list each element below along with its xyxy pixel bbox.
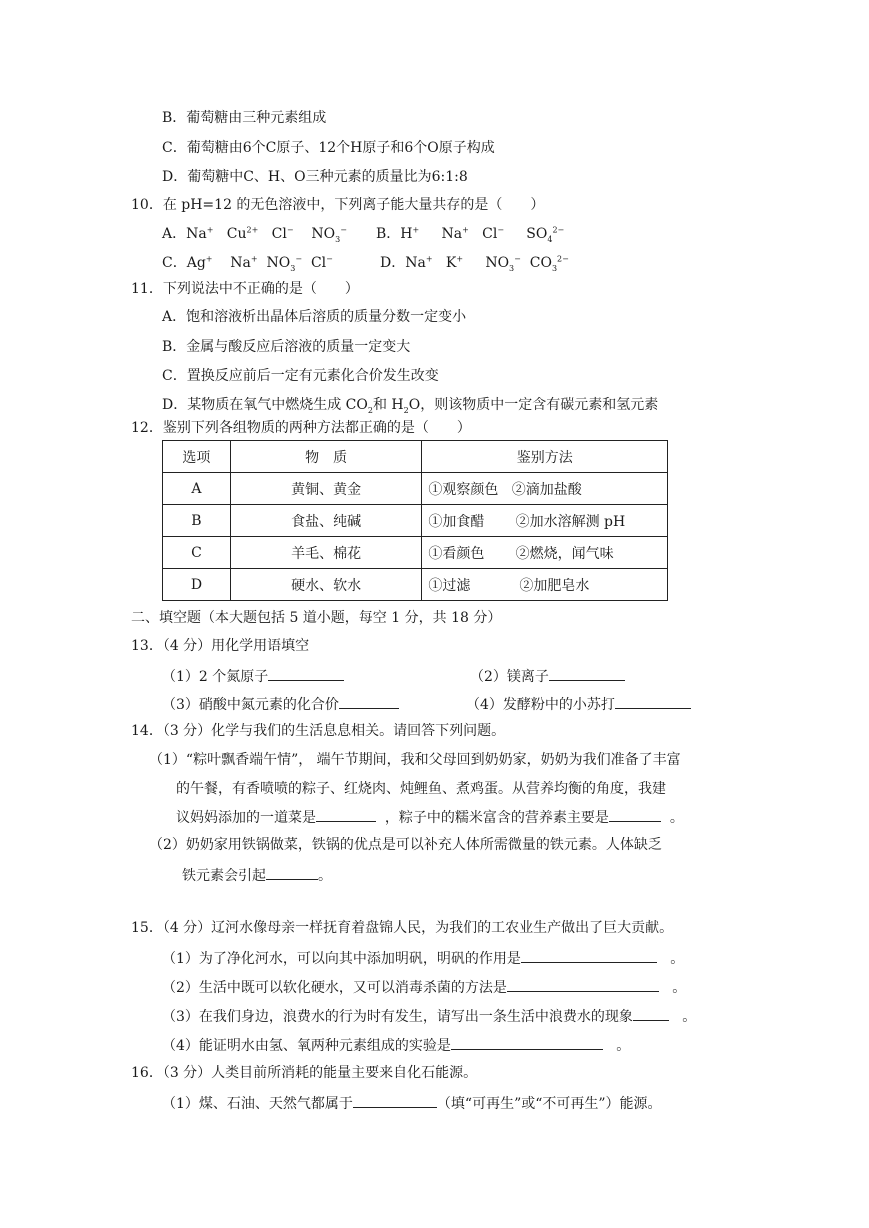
- q15-p3-text: （3）在我们身边，浪费水的行为时有发生，请写出一条生活中浪费水的现象: [162, 1009, 633, 1025]
- q16-p1-text-b: （填“可再生”或“不可再生”）能源。: [436, 1096, 662, 1112]
- method-2: ②加水溶解测 pH: [515, 513, 626, 530]
- q13-p3-blank[interactable]: [339, 693, 399, 709]
- q13-p4-blank[interactable]: [615, 693, 691, 709]
- q13-part4: [466, 693, 691, 715]
- row-substance: 硬水、软水: [230, 569, 422, 601]
- q13-part3: [162, 693, 399, 715]
- q9-option-c: C．葡萄糖由6个C原子、12个H原子和6个O原子构成: [162, 140, 495, 156]
- q13-p1-text: （1）2 个氮原子: [162, 669, 269, 685]
- q15-p3-end: 。: [682, 1009, 697, 1025]
- row-option: A: [163, 473, 231, 505]
- header-option: 选项: [163, 441, 231, 473]
- q10-option-b: [376, 224, 564, 244]
- q10-stem: 10．在 pH=12 的无色溶液中，下列离子能大量共存的是（ ）: [131, 197, 545, 213]
- method-1: ①加食醋: [428, 513, 485, 530]
- q15-p4-blank[interactable]: [451, 1034, 603, 1050]
- row-substance: 食盐、纯碱: [230, 505, 422, 537]
- row-method: [422, 537, 668, 569]
- row-option: D: [163, 569, 231, 601]
- q15-p2-end: 。: [672, 980, 687, 996]
- q13-p1-blank[interactable]: [268, 665, 344, 681]
- method-2: ②燃烧，闻气味: [515, 545, 614, 562]
- q10-c-label: C．: [162, 255, 187, 271]
- q14-p1-text-c: 。: [669, 810, 684, 826]
- method-2: ②滴加盐酸: [511, 481, 582, 498]
- q11-d-part2: 和 H: [372, 397, 404, 413]
- row-option: B: [163, 505, 231, 537]
- method-1: ①过滤: [428, 577, 471, 594]
- q12-table: [162, 440, 668, 601]
- q11-option-b: B．金属与酸反应后溶液的质量一定变大: [162, 339, 411, 355]
- q15-p4-text: （4）能证明水由氢、氧两种元素组成的实验是: [162, 1038, 451, 1054]
- q10-option-d: [380, 253, 569, 273]
- q15-p1-text: （1）为了净化河水，可以向其中添加明矾，明矾的作用是: [162, 951, 521, 967]
- row-option: C: [163, 537, 231, 569]
- q15-stem: 15．（4 分）辽河水像母亲一样抚育着盘锦人民，为我们的工农业生产做出了巨大贡献。: [131, 920, 674, 936]
- q16-p1-blank[interactable]: [353, 1092, 437, 1108]
- q11-option-c: C．置换反应前后一定有元素化合价发生改变: [162, 368, 439, 384]
- q14-iron-blank[interactable]: [266, 864, 318, 880]
- q13-p2-blank[interactable]: [549, 665, 625, 681]
- q13-p4-text: （4）发酵粉中的小苏打: [466, 697, 615, 713]
- q15-p2-blank[interactable]: [507, 976, 659, 992]
- q10-b-ions: H+ Na+ Cl− $SO_4^{2-}$: [400, 225, 565, 244]
- q10-option-c: [162, 253, 333, 273]
- q10-d-ions: Na+ K+ $NO_3^-$ $CO_3^{2-}$: [405, 254, 569, 273]
- q14-dish-blank[interactable]: [316, 806, 376, 822]
- q13-p3-text: （3）硝酸中氮元素的化合价: [162, 697, 339, 713]
- header-method: 鉴别方法: [422, 441, 668, 473]
- q10-a-ions: Na+ $Cu^{2+}$ Cl− $NO_3^-$: [186, 225, 347, 244]
- header-substance: 物 质: [230, 441, 422, 473]
- q15-p1-blank[interactable]: [521, 947, 657, 963]
- row-substance: 羊毛、棉花: [230, 537, 422, 569]
- table-row: [163, 473, 668, 505]
- q15-p3-blank[interactable]: [633, 1005, 669, 1021]
- q10-c-ions: Ag+ Na+ $NO_3^-$ Cl−: [186, 254, 333, 273]
- q14-p1-line3: [176, 806, 684, 828]
- q11-stem: 11．下列说法中不正确的是（ ）: [131, 281, 359, 297]
- q14-stem: 14．（3 分）化学与我们的生活息息相关。请回答下列问题。: [131, 723, 506, 739]
- q14-nutrient-blank[interactable]: [609, 806, 661, 822]
- q14-p1-text-b: ，粽子中的糯米富含的营养素主要是: [384, 810, 609, 826]
- table-row: [163, 569, 668, 601]
- table-header-row: [163, 441, 668, 473]
- q10-b-label: B．: [376, 226, 401, 242]
- q10-a-label: A．: [162, 226, 187, 242]
- method-1: ①看颜色: [428, 545, 485, 562]
- q13-part1: [162, 665, 344, 687]
- q13-stem: 13．（4 分）用化学用语填空: [131, 638, 310, 654]
- row-method: [422, 505, 668, 537]
- q11-d-part1: D．某物质在氧气中燃烧生成 CO: [162, 397, 368, 413]
- q14-p1-line1: （1）“粽叶飘香端午情”， 端午节期间，我和父母回到奶奶家，奶奶为我们准备了丰富: [149, 752, 681, 768]
- q16-stem: 16．（3 分）人类目前所消耗的能量主要来自化石能源。: [131, 1065, 478, 1081]
- q14-p2-text-b: 。: [318, 868, 332, 884]
- q10-option-a: [162, 224, 347, 244]
- q11-d-part3: O，则该物质中一定含有碳元素和氢元素: [408, 397, 659, 413]
- q11-option-d: D．某物质在氧气中燃烧生成 $CO_2$和 $H_2O$，则该物质中一定含有碳元素和氢元素: [162, 397, 659, 415]
- q15-part3: [162, 1005, 696, 1027]
- q13-p2-text: （2）镁离子: [470, 669, 549, 685]
- q14-p2-line2: [182, 864, 332, 886]
- q15-p2-text: （2）生活中既可以软化硬水，又可以消毒杀菌的方法是: [162, 980, 507, 996]
- q15-p4-end: 。: [616, 1038, 631, 1054]
- q15-part2: [162, 976, 686, 998]
- q11-option-a: A．饱和溶液析出晶体后溶质的质量分数一定变小: [162, 309, 467, 325]
- q12-stem: 12．鉴别下列各组物质的两种方法都正确的是（ ）: [131, 420, 471, 436]
- method-1: ①观察颜色: [428, 481, 499, 498]
- q16-p1-text-a: （1）煤、石油、天然气都属于: [162, 1096, 353, 1112]
- q14-p2-line1: （2）奶奶家用铁锅做菜，铁锅的优点是可以补充人体所需微量的铁元素。人体缺乏: [149, 837, 662, 853]
- q16-part1: [162, 1092, 662, 1114]
- q14-p1-text-a: 议妈妈添加的一道菜是: [176, 810, 316, 826]
- q14-p1-line2: 的午餐，有香喷喷的粽子、红烧肉、炖鲤鱼、煮鸡蛋。从营养均衡的角度，我建: [176, 781, 666, 797]
- q15-p1-end: 。: [670, 951, 685, 967]
- q15-part4: [162, 1034, 630, 1056]
- section-2-title: 二、填空题（本大题包括 5 道小题，每空 1 分，共 18 分）: [131, 610, 502, 626]
- row-method: [422, 473, 668, 505]
- table-row: [163, 505, 668, 537]
- table-row: [163, 537, 668, 569]
- q13-part2: [470, 665, 625, 687]
- row-method: [422, 569, 668, 601]
- q10-d-label: D．: [380, 255, 406, 271]
- q9-option-b: B．葡萄糖由三种元素组成: [162, 110, 327, 126]
- row-substance: 黄铜、黄金: [230, 473, 422, 505]
- q9-option-d: D．葡萄糖中C、H、O三种元素的质量比为6:1:8: [162, 169, 468, 185]
- method-2: ②加肥皂水: [519, 577, 590, 594]
- q15-part1: [162, 947, 684, 969]
- q14-p2-text-a: 铁元素会引起: [182, 868, 266, 884]
